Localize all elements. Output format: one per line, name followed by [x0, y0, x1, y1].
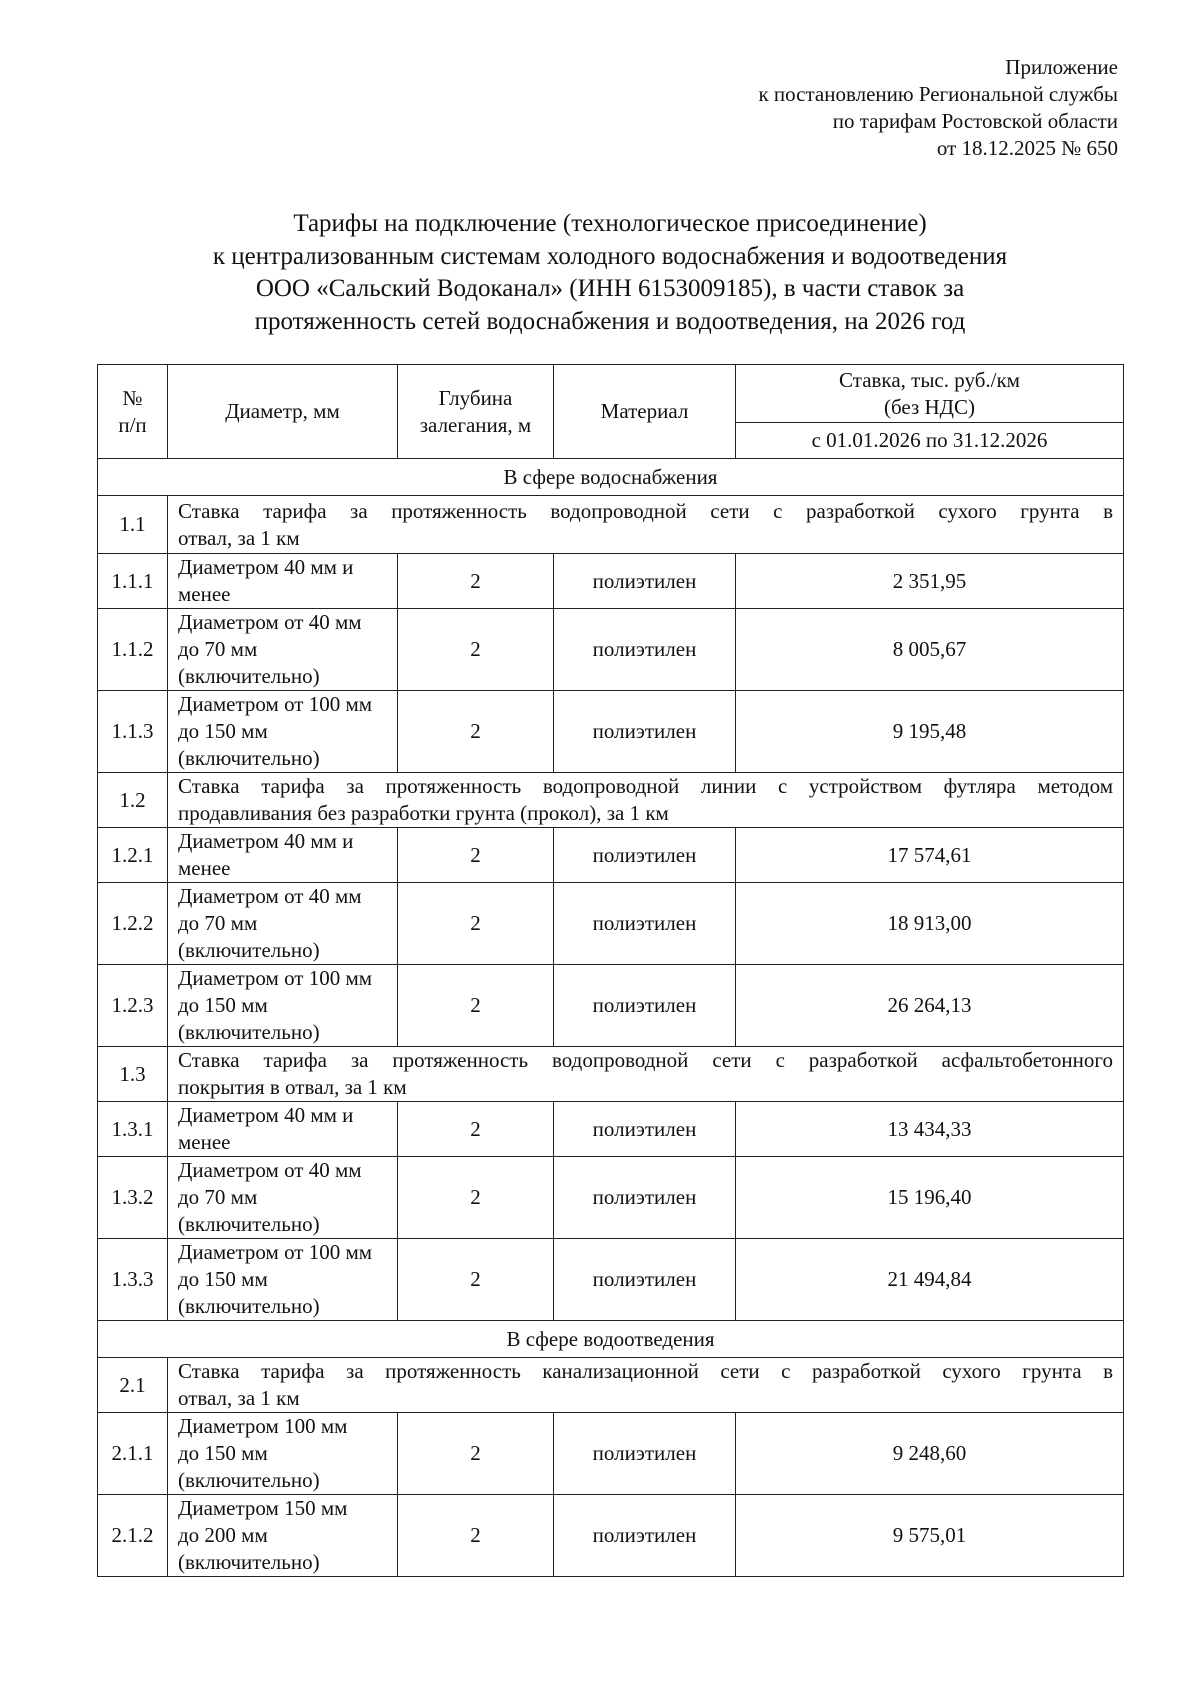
row-diameter	[168, 1239, 398, 1321]
row-number: 1.2.3	[98, 965, 168, 1047]
row-diameter	[168, 691, 398, 773]
row-diameter	[168, 1495, 398, 1577]
diameter-line: (включительно)	[178, 746, 320, 770]
tariff-table	[97, 364, 1124, 1577]
row-material: полиэтилен	[554, 1102, 736, 1157]
row-material: полиэтилен	[554, 1157, 736, 1239]
row-rate: 13 434,33	[736, 1102, 1124, 1157]
diameter-line: (включительно)	[178, 1020, 320, 1044]
diameter-line: (включительно)	[178, 1212, 320, 1236]
table-row	[98, 691, 1124, 773]
header-number-line2: п/п	[118, 412, 147, 437]
table-row	[98, 965, 1124, 1047]
row-diameter	[168, 828, 398, 883]
diameter-line: менее	[178, 856, 231, 880]
group-row	[98, 496, 1124, 554]
diameter-line: Диаметром 40 мм и	[178, 1103, 354, 1127]
row-depth: 2	[398, 554, 554, 609]
diameter-line: до 200 мм	[178, 1523, 268, 1547]
section-water-disposal: В сфере водоотведения	[98, 1321, 1124, 1358]
table-row	[98, 1157, 1124, 1239]
diameter-line: Диаметром от 100 мм	[178, 966, 373, 990]
row-diameter	[168, 1413, 398, 1495]
group-row	[98, 1047, 1124, 1102]
diameter-line: Диаметром 40 мм и	[178, 555, 354, 579]
table-row	[98, 883, 1124, 965]
diameter-line: (включительно)	[178, 938, 320, 962]
table-row	[98, 609, 1124, 691]
row-diameter	[168, 1157, 398, 1239]
row-rate: 9 248,60	[736, 1413, 1124, 1495]
document-title	[97, 208, 1123, 338]
row-rate: 17 574,61	[736, 828, 1124, 883]
diameter-line: Диаметром 40 мм и	[178, 829, 354, 853]
diameter-line: до 70 мм	[178, 1185, 258, 1209]
row-number: 1.1.2	[98, 609, 168, 691]
group-row	[98, 1358, 1124, 1413]
diameter-line: Диаметром 100 мм	[178, 1414, 348, 1438]
diameter-line: Диаметром от 40 мм	[178, 1158, 362, 1182]
row-depth: 2	[398, 609, 554, 691]
section-row	[98, 1321, 1124, 1358]
group-description	[168, 1047, 1124, 1102]
group-number: 1.3	[98, 1047, 168, 1102]
row-rate: 15 196,40	[736, 1157, 1124, 1239]
diameter-line: до 150 мм	[178, 1441, 268, 1465]
diameter-line: Диаметром от 40 мм	[178, 610, 362, 634]
diameter-line: (включительно)	[178, 1468, 320, 1492]
header-material: Материал	[554, 365, 736, 459]
row-material: полиэтилен	[554, 1495, 736, 1577]
title-line: Тарифы на подключение (технологическое присоединение)	[293, 210, 927, 237]
header-number-line1: №	[122, 385, 143, 410]
header-number	[98, 365, 168, 459]
row-depth: 2	[398, 828, 554, 883]
section-water-supply: В сфере водоснабжения	[98, 459, 1124, 496]
title-line: протяженность сетей водоснабжения и водоотведения, на 2026 год	[254, 307, 966, 335]
group-description-line: продавливания без разработки грунта (прокол), за 1 км	[178, 801, 669, 825]
row-rate: 26 264,13	[736, 965, 1124, 1047]
row-depth: 2	[398, 883, 554, 965]
row-material: полиэтилен	[554, 1239, 736, 1321]
row-rate: 21 494,84	[736, 1239, 1124, 1321]
row-rate: 18 913,00	[736, 883, 1124, 965]
group-number: 1.2	[98, 773, 168, 828]
table-row	[98, 1102, 1124, 1157]
appendix-line: по тарифам Ростовской области	[832, 109, 1118, 133]
row-number: 1.2.2	[98, 883, 168, 965]
diameter-line: (включительно)	[178, 664, 320, 688]
table-row	[98, 1413, 1124, 1495]
row-material: полиэтилен	[554, 883, 736, 965]
diameter-line: до 150 мм	[178, 993, 268, 1017]
diameter-line: до 70 мм	[178, 637, 258, 661]
title-line: ООО «Сальский Водоканал» (ИНН 6153009185), в части ставок за	[255, 275, 965, 302]
row-number: 2.1.2	[98, 1495, 168, 1577]
header-depth-line2: залегания, м	[419, 412, 532, 437]
diameter-line: Диаметром от 40 мм	[178, 884, 362, 908]
header-depth-line1: Глубина	[438, 385, 513, 410]
row-number: 1.1.3	[98, 691, 168, 773]
row-diameter	[168, 965, 398, 1047]
group-description-line: покрытия в отвал, за 1 км	[178, 1075, 407, 1099]
row-material: полиэтилен	[554, 1413, 736, 1495]
diameter-line: до 150 мм	[178, 719, 268, 743]
row-depth: 2	[398, 1239, 554, 1321]
row-diameter	[168, 1102, 398, 1157]
diameter-line: Диаметром от 100 мм	[178, 1240, 373, 1264]
header-rate	[736, 365, 1124, 423]
row-rate: 2 351,95	[736, 554, 1124, 609]
section-row	[98, 459, 1124, 496]
appendix-line: Приложение	[1005, 55, 1118, 79]
group-description-line: отвал, за 1 км	[178, 525, 300, 550]
header-diameter: Диаметр, мм	[168, 365, 398, 459]
diameter-line: менее	[178, 582, 231, 606]
diameter-line: до 150 мм	[178, 1267, 268, 1291]
diameter-line: (включительно)	[178, 1550, 320, 1574]
header-period: с 01.01.2026 по 31.12.2026	[736, 423, 1124, 459]
group-description-line: отвал, за 1 км	[178, 1386, 300, 1410]
row-number: 1.1.1	[98, 554, 168, 609]
table-row	[98, 554, 1124, 609]
row-depth: 2	[398, 1413, 554, 1495]
diameter-line: (включительно)	[178, 1294, 320, 1318]
row-number: 1.3.2	[98, 1157, 168, 1239]
header-depth	[398, 365, 554, 459]
header-rate-line1: Ставка, тыс. руб./км	[839, 367, 1020, 392]
row-material: полиэтилен	[554, 554, 736, 609]
row-number: 2.1.1	[98, 1413, 168, 1495]
group-description-line: Ставка тарифа за протяженность водопроводной линии с устройством футляра методом	[178, 774, 1113, 798]
row-depth: 2	[398, 691, 554, 773]
diameter-line: менее	[178, 1130, 231, 1154]
row-depth: 2	[398, 1495, 554, 1577]
group-description-line: Ставка тарифа за протяженность канализационной сети с разработкой сухого грунта в	[178, 1359, 1113, 1383]
row-diameter	[168, 554, 398, 609]
group-number: 1.1	[98, 496, 168, 554]
diameter-line: до 70 мм	[178, 911, 258, 935]
appendix-line: от 18.12.2025 № 650	[936, 136, 1118, 160]
group-description-line: Ставка тарифа за протяженность водопроводной сети с разработкой сухого грунта в	[178, 498, 1113, 523]
header-rate-line2: (без НДС)	[883, 394, 975, 419]
header-row	[98, 365, 1124, 423]
row-rate: 9 195,48	[736, 691, 1124, 773]
group-number: 2.1	[98, 1358, 168, 1413]
row-material: полиэтилен	[554, 828, 736, 883]
table-row	[98, 828, 1124, 883]
row-rate: 9 575,01	[736, 1495, 1124, 1577]
row-number: 1.3.1	[98, 1102, 168, 1157]
group-description	[168, 1358, 1124, 1413]
row-material: полиэтилен	[554, 965, 736, 1047]
table-row	[98, 1239, 1124, 1321]
row-material: полиэтилен	[554, 609, 736, 691]
group-description-line: Ставка тарифа за протяженность водопроводной сети с разработкой асфальтобетонного	[178, 1048, 1113, 1072]
row-number: 1.3.3	[98, 1239, 168, 1321]
appendix-line: к постановлению Региональной службы	[758, 82, 1118, 106]
group-description	[168, 496, 1124, 554]
diameter-line: Диаметром 150 мм	[178, 1496, 348, 1520]
group-row	[98, 773, 1124, 828]
appendix-header	[518, 54, 1118, 162]
group-description	[168, 773, 1124, 828]
row-number: 1.2.1	[98, 828, 168, 883]
title-line: к централизованным системам холодного водоснабжения и водоотведения	[212, 242, 1008, 270]
row-diameter	[168, 609, 398, 691]
row-diameter	[168, 883, 398, 965]
row-material: полиэтилен	[554, 691, 736, 773]
row-rate: 8 005,67	[736, 609, 1124, 691]
row-depth: 2	[398, 1102, 554, 1157]
diameter-line: Диаметром от 100 мм	[178, 692, 373, 716]
table-row	[98, 1495, 1124, 1577]
row-depth: 2	[398, 965, 554, 1047]
row-depth: 2	[398, 1157, 554, 1239]
